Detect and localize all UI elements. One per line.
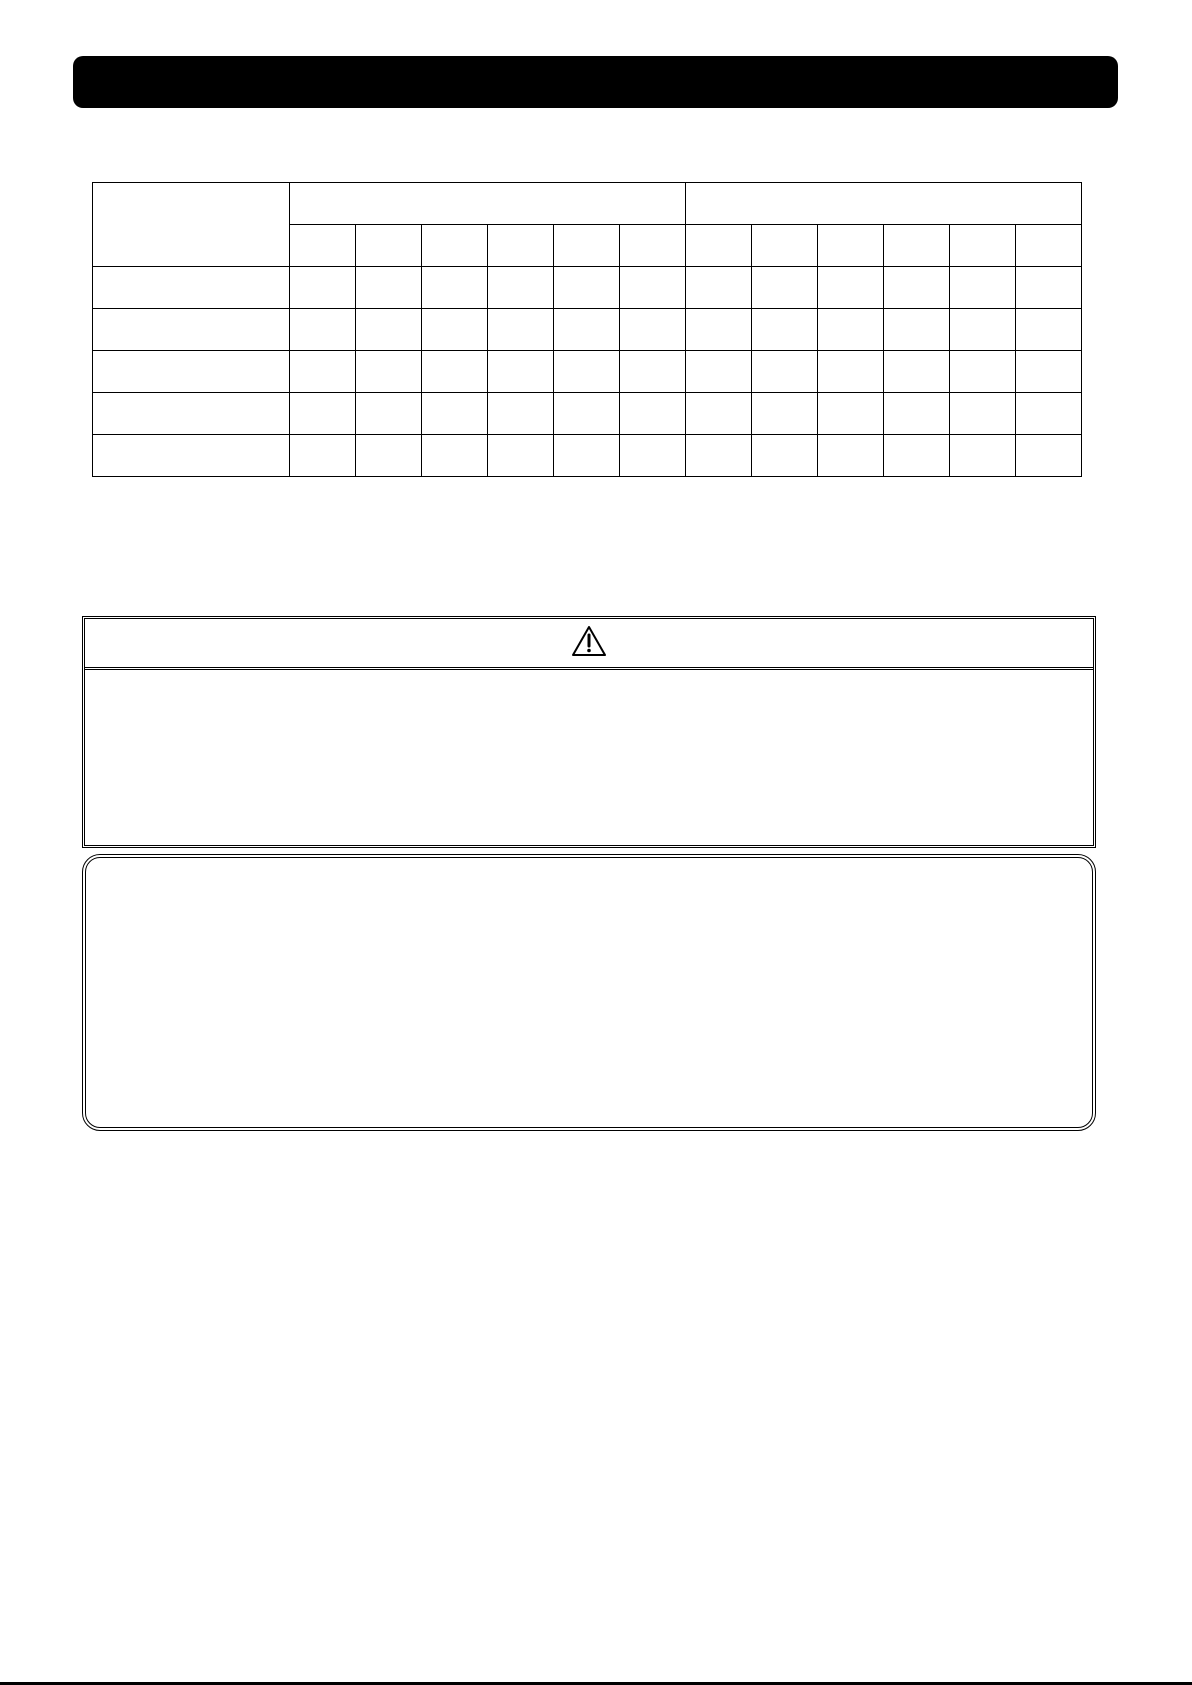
table-cell xyxy=(356,393,422,435)
table-group-header xyxy=(290,183,686,225)
table-cell xyxy=(884,435,950,477)
warning-text xyxy=(85,670,1093,698)
table-cell xyxy=(290,351,356,393)
table-cell xyxy=(620,309,686,351)
table-cell xyxy=(752,267,818,309)
table-cell xyxy=(620,267,686,309)
table-sub-header xyxy=(290,225,356,267)
table-cell xyxy=(356,435,422,477)
warning-header xyxy=(85,619,1093,670)
table-cell xyxy=(884,267,950,309)
table-cell xyxy=(1016,393,1082,435)
table-cell xyxy=(356,351,422,393)
table-cell xyxy=(422,435,488,477)
table-cell xyxy=(950,393,1016,435)
table-cell xyxy=(818,435,884,477)
table-cell xyxy=(686,309,752,351)
table-cell xyxy=(1016,351,1082,393)
table-cell xyxy=(950,267,1016,309)
table-row-label xyxy=(93,267,290,309)
table-cell xyxy=(752,309,818,351)
table-cell xyxy=(752,351,818,393)
table-row xyxy=(93,267,1082,309)
section-title-bar xyxy=(73,56,1118,108)
table-cell xyxy=(950,435,1016,477)
table-cell xyxy=(950,309,1016,351)
table-cell xyxy=(752,435,818,477)
table-cell xyxy=(356,309,422,351)
table-cell xyxy=(554,393,620,435)
table-cell xyxy=(620,435,686,477)
warning-triangle-icon xyxy=(571,625,607,662)
table-row xyxy=(93,393,1082,435)
table-cell xyxy=(686,435,752,477)
table-cell xyxy=(818,309,884,351)
table-cell xyxy=(422,393,488,435)
table-row xyxy=(93,435,1082,477)
table-cell xyxy=(488,351,554,393)
table-cell xyxy=(290,393,356,435)
table-cell xyxy=(686,393,752,435)
table-cell xyxy=(290,267,356,309)
table-cell xyxy=(686,267,752,309)
table-sub-header xyxy=(950,225,1016,267)
table-cell xyxy=(818,393,884,435)
table-cell xyxy=(818,351,884,393)
specification-table xyxy=(92,182,1082,477)
note-box xyxy=(82,854,1096,1131)
table-cell xyxy=(356,267,422,309)
table-cell xyxy=(422,351,488,393)
table-row-label xyxy=(93,435,290,477)
table-cell xyxy=(422,309,488,351)
table-cell xyxy=(884,309,950,351)
table-sub-header xyxy=(752,225,818,267)
warning-box xyxy=(82,616,1096,848)
table-row-label xyxy=(93,351,290,393)
table-row-label xyxy=(93,309,290,351)
table-cell xyxy=(1016,435,1082,477)
table-group-header-row xyxy=(93,183,1082,225)
table-sub-header xyxy=(356,225,422,267)
table-row xyxy=(93,309,1082,351)
table-row-label xyxy=(93,393,290,435)
table-cell xyxy=(554,435,620,477)
table-cell xyxy=(818,267,884,309)
table-body xyxy=(93,267,1082,477)
table-cell xyxy=(488,267,554,309)
table-sub-header xyxy=(1016,225,1082,267)
table-cell xyxy=(554,267,620,309)
table-sub-header xyxy=(422,225,488,267)
table-cell xyxy=(884,393,950,435)
table-cell xyxy=(488,393,554,435)
table-cell xyxy=(1016,309,1082,351)
table-cell xyxy=(554,309,620,351)
table-sub-header xyxy=(488,225,554,267)
table-cell xyxy=(950,351,1016,393)
table-cell xyxy=(1016,267,1082,309)
table-sub-header xyxy=(884,225,950,267)
table-cell xyxy=(422,267,488,309)
table-cell xyxy=(488,435,554,477)
table-sub-header xyxy=(620,225,686,267)
table-cell xyxy=(620,351,686,393)
table-cell xyxy=(884,351,950,393)
table-sub-header xyxy=(554,225,620,267)
table-corner-cell xyxy=(93,183,290,267)
table-sub-header xyxy=(818,225,884,267)
table-cell xyxy=(686,351,752,393)
table-cell xyxy=(290,309,356,351)
table-cell xyxy=(554,351,620,393)
table-group-header xyxy=(686,183,1082,225)
table-cell xyxy=(290,435,356,477)
table-cell xyxy=(620,393,686,435)
table-cell xyxy=(752,393,818,435)
table-row xyxy=(93,351,1082,393)
table-cell xyxy=(488,309,554,351)
table-sub-header xyxy=(686,225,752,267)
